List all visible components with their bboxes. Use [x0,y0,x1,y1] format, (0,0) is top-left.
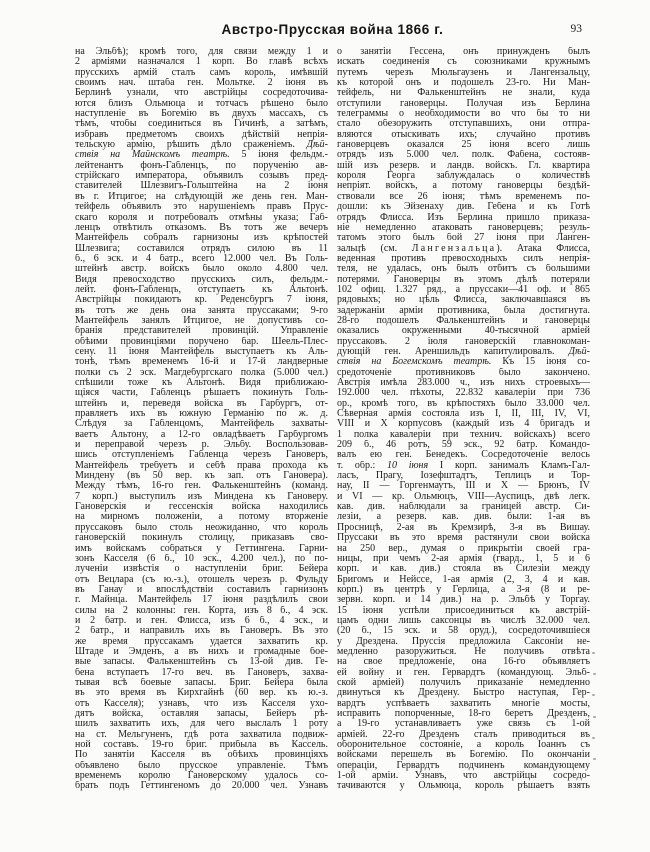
text-line: задержаніи арміи противника, была достигнута. [337,305,590,316]
text-line: оказались окруженными 40-тысячной арміей [337,326,590,337]
text-line: лученіи извѣстія о наступленіи бриг. Бейера [75,564,328,575]
text-line: искать соединенія съ союзниками кружнымъ [337,57,590,68]
text-line: 2 арміями назначался 1 корп. Во главѣ всѣхъ [75,57,328,68]
text-line: двинуться къ Дрездену. Быстро наступая, Гер- [337,688,590,699]
text-line: 15 іюня успѣли присоединиться къ австрій- [337,605,590,616]
text-line: дошли: къ Эйзенаху див. Гебена и къ Готѣ [337,202,590,213]
text-line: ніе немедленно атаковать гановерцевъ; резуль- [337,222,590,233]
text-line: Мантейфель собралъ гарнизоны изъ крѣпостей [75,233,328,244]
text-line: пруссаковъ. 2 іюля гановерскій главнокоман- [337,336,590,347]
text-line: отступили гановерцы. Получая изъ Берлина [337,98,590,109]
text-line: о занятіи Гессена, онъ принужденъ былъ [337,47,590,57]
text-line: наступленіе въ Богемію въ двухъ массахъ, съ [75,109,328,120]
text-body [75,47,590,792]
text-line: исправить попорченные, 18-го беретъ Дрезденъ, [337,709,590,719]
text-line: путемъ черезъ Мюльгаузенъ и Лангензальцу, [337,67,590,78]
text-line: и переправой черезъ р. Эльбу. Воспользовав- [75,440,328,451]
text-line: бранія представителей провинцій. Управленіе [75,326,328,337]
text-line: объявлено было прусское управленіе. Тѣмъ [75,760,328,771]
text-line: ей войну и ген. Гервардтъ (командующ. Эльб- [337,667,590,678]
scan-artifact [593,716,596,718]
text-line: 7 корп.) выступилъ изъ Миндена къ Гановеру. [75,491,328,502]
text-line: Сѣверная армія состояла изъ I, II, III, IV, VI, [337,409,590,420]
scan-artifact [592,694,595,696]
text-line: т. обр.: 10 іюня I корп. занималъ Кламъ-Гал- [337,460,590,471]
text-line: на Эльбѣ); кромѣ того, для связи между 1 и [75,47,328,57]
text-line: вые запасы. Фалькенштейнъ съ 13-ой див. Ге- [75,657,328,668]
text-line: Пруссаки въ это время растянули свои войска [337,533,590,544]
text-line: корп.) въ центрѣ у Герлица, а 3-я (8 и ре- [337,584,590,595]
text-line: вляются отыскивать ихъ; случайно противъ [337,129,590,140]
text-line: ор., кромѣ того, въ крѣпостяхъ было 33.000 чел. [337,398,590,409]
text-line: штейнѣ австр. войскъ было около 4.800 чел. [75,264,328,275]
text-line: ствія на Богемскомъ театрѣ. Къ 15 іюня со- [337,357,590,368]
text-line: лейтенантъ фонъ-Габленцъ, по порученію ав- [75,160,328,171]
text-line: ленцъ отвѣтилъ отказомъ. Въ тотъ же вечеръ [75,222,328,233]
text-line: ной составъ. 19-го бриг. прибыла въ Кассель. [75,740,328,751]
text-line: ласъ, Прагу, Іозефштадтъ, Теплицъ и Тор- [337,471,590,482]
text-line: потерями. Гановерцы въ этомъ дѣлѣ потеряли [337,274,590,285]
text-line: ницы, при чемъ 2-ая армія (гвард., 1, 5 и 6 [337,553,590,564]
text-line: спѣшили тоже къ Альтонѣ. Видя приближаю- [75,378,328,388]
text-line: тонѣ, тѣмъ временемъ 16-й и 17-й ландверные [75,357,328,368]
text-line: на ст. Мельгуненъ, гдѣ рота захватила подвиж- [75,729,328,740]
text-line: зервн. корп. и 14 див.) на р. Эльбѣ у Торгау. [337,595,590,606]
scan-artifact [592,652,595,654]
text-line: гановерцевъ оказался 25 іюня всего лишь [337,140,590,151]
text-line: рядовыхъ; но цѣль Флисса, заключавшаяся въ [337,295,590,306]
text-line: ствія на Майнскомъ театрѣ. 5 іюня фельдм.- [75,150,328,161]
text-line: арміей. 22-го Дрезденъ сталъ приводиться въ [337,729,590,740]
text-line: брать подъ Геттингеномъ до 20.000 чел. Узнавъ [75,781,328,792]
text-line: къ которой онъ и подошелъ 23-го. Ни Ман- [337,78,590,89]
text-line: скаго короля и потребовалъ отмѣны указа; Габ- [75,212,328,223]
text-line: Штаде и Эмденъ, а въ нихъ и громадные бое- [75,646,328,657]
text-line: дятъ войска, оставляя запасы, Бейеръ рѣ- [75,709,328,719]
running-title: Австро-Прусская война 1866 г. [221,22,444,37]
text-line: въ г. Итцигое; на слѣдующій же день ген. Ман- [75,191,328,202]
text-line: Видя превосходство прусскихъ силъ, фельдм.- [75,274,328,285]
page-header [75,22,590,40]
text-line: тѣмъ, чтобы соединиться въ Гичинѣ, а затѣмъ, [75,119,328,130]
text-line: теля, не удалась, онъ былъ отбитъ съ большими [337,264,590,275]
text-line: своимъ нач. штаба ген. Мольтке. 2 іюня въ [75,78,328,89]
text-line: тачиваются у Ольмюца, король рѣшаетъ взять [337,781,590,792]
text-line: въ это время въ Кирхгайнѣ (60 вер. къ ю.-з. [75,688,328,699]
text-line: татомъ этого былъ бой 27 іюня при Ланген- [337,233,590,244]
text-line: Австрійцы покидаютъ кр. Реденсбургъ 7 іюня, [75,295,328,306]
text-line: веденная противъ превосходныхъ силъ непрія- [337,253,590,264]
text-line: на мирномъ положеніи, а потому вторженіе [75,512,328,523]
text-line: штейнъ и, переведя войска въ Гарбургъ, от- [75,398,328,409]
text-line: въ Ганау и впослѣдствіи составилъ гарнизонъ [75,584,328,595]
text-line: (20 б., 15 эск. и 58 оруд.), сосредоточившіеся [337,626,590,637]
text-line: отъ Вецлара (съ ю.-з.), отошелъ черезъ р. Фульду [75,574,328,585]
text-line: пруссаковъ было столь неожиданно, что король [75,522,328,533]
text-line: Австрія имѣла 283.000 ч., изъ нихъ строевыхъ— [337,378,590,388]
text-line: гановерскій покинулъ столицу, приказавъ сво- [75,533,328,544]
text-line: на свое предложеніе, она 16-го объявляетъ [337,657,590,668]
text-line: Миндену (въ 50 вер. къ зап. отъ Гановера). [75,471,328,482]
text-line: 192.000 чел. пѣхоты, 22.832 кавалеріи при 736 [337,388,590,399]
text-line: телеграммы о необходимости во что бы то ни [337,109,590,120]
text-line: 102 офиц. 1.327 ряд., а пруссаки—41 оф. и 865 [337,284,590,295]
text-line: ются близъ Ольмюца и тотчасъ рѣшено было [75,98,328,109]
text-line: нау, II — Горгенмаутъ, III и X — Брюнъ, IV [337,481,590,492]
text-line: дующій ген. Ареншильдъ капитулировалъ. Дѣй- [337,346,590,357]
text-line: отъ Касселя); узнавъ, что изъ Касселя ухо- [75,698,328,709]
scan-artifact [592,737,595,739]
text-line: Берлинѣ узнали, что австрійцы сосредоточива- [75,88,328,99]
text-line: VIII и X корпусовъ (каждый изъ 4 бригадъ и [337,419,590,430]
text-line: шилъ захватить ихъ, для чего выслалъ 1 роту [75,719,328,730]
text-line: тывая всѣ боевые запасы. Бриг. Бейера была [75,677,328,688]
text-line: ской арміей) получилъ приказаніе немедленно [337,677,590,688]
text-line: Просницѣ, 2-ая въ Кремзирѣ, 3-я въ Вишау. [337,522,590,533]
text-line: непріят. войскъ, а потому гановерцы бездѣй- [337,181,590,192]
text-line: зальцѣ (см. Лангензальца). Атака Флисса, [337,243,590,254]
text-line: оборонительное состояніе, а король Іоаннъ съ [337,740,590,751]
text-line: обѣими провинціями поручено бар. Шеель-Плес- [75,336,328,347]
text-line: валъ ею ген. Бенедекъ. Сосредоточеніе велось [337,450,590,461]
text-line: отрядъ изъ 5.000 чел. полк. Фабена, состояв- [337,150,590,161]
text-line: прусскихъ армій сталъ самъ король, имѣвшій [75,67,328,78]
text-line: цамъ одни лишь саксонцы въ числѣ 32.000 чел. [337,615,590,626]
text-line: зонъ Касселя (6 б., 10 эск., 4.200 чел.), по по- [75,553,328,564]
text-line: сену. 11 іюня Мантейфель выступаетъ къ Аль- [75,346,328,357]
text-line: полки съ 2 эск. Магдебургскаго полка (5.000 чел.) [75,367,328,378]
text-line: лейт. фонъ-Габленцъ, отступаетъ къ Альтонѣ. [75,284,328,295]
text-line: Слѣдуя за Габленцомъ, Мантейфель захваты- [75,419,328,430]
text-line: бена вступаетъ 17-го веч. въ Гановеръ, захва- [75,667,328,678]
text-line: ствовали все 26 іюня; тѣмъ временемъ по- [337,191,590,202]
text-line: Шлезвига; составился отрядъ силою въ 11 [75,243,328,254]
text-line: шій изъ резерв. и ландв. войскъ. Гл. квартира [337,160,590,171]
scan-artifact [593,758,596,760]
text-line: тейфель объявилъ это нарушеніемъ правъ Прус- [75,202,328,213]
text-line: Мантейфель занялъ Итцигое, не допустивъ со- [75,315,328,326]
text-line: въ тотъ же день она занята пруссаками; 9-го [75,305,328,316]
text-line: же время пруссакамъ удается захватить кр. [75,636,328,647]
text-line: временемъ королю Гановерскому удалось со- [75,771,328,782]
text-line: медленно разоружиться. Не получивъ отвѣта [337,646,590,657]
text-line: стрійскаго императора, объявилъ созывъ пред- [75,171,328,182]
text-line: корп. и кав. див.) стояла въ Силезіи между [337,564,590,575]
page-number: 93 [570,23,582,35]
text-line: Бригомъ и Нейссе, 1-ая армія (2, 3, 4 и кав. [337,574,590,585]
text-line: 1-ой арміи. Узнавъ, что австрійцы сосредо- [337,771,590,782]
text-line: стало обезоружить отступавшихъ, они отпра- [337,119,590,130]
text-line: избравъ предметомъ своихъ дѣйствій непрія- [75,129,328,140]
text-line: кав. див. наблюдали за границей австр. Си- [337,502,590,513]
scan-artifact [593,673,596,675]
text-line: г. Майнца. Мантейфель 17 іюня раздѣлилъ свои [75,595,328,606]
text-line: силы на 2 колонны: ген. Корта, изъ 8 б., 4 эск. [75,605,328,616]
text-line: тельскую армію, рѣшить дѣло сраженіемъ. Дѣй- [75,140,328,151]
text-line: на 250 вер., думая о прикрытіи своей гра- [337,543,590,554]
text-line: войсками перешелъ въ Богемію. По окончаніи [337,750,590,761]
column-left [75,47,328,792]
text-line: Между тѣмъ, 16-го ген. Фалькенштейнъ (команд. [75,481,328,492]
text-line: короля Георга заблуждалась о количествѣ [337,171,590,182]
text-line: правляетъ ихъ въ южную Германію по ж. д. [75,409,328,420]
text-line: имъ войскамъ собраться у Геттингена. Гарни- [75,543,328,554]
text-line: ваетъ Альтону, а 12-го овладѣваетъ Гарбургомъ [75,429,328,440]
text-line: шись отступленіемъ Габленца черезъ Гановеръ, [75,450,328,461]
text-line: щіяся части, Габленцъ рѣшаетъ покинуть Голь- [75,388,328,399]
text-line: а 19-го устанавливаетъ уже связь съ 1-ой [337,719,590,730]
column-right [337,47,590,792]
text-line: ставителей Шлезвигъ-Гольштейна на 2 іюня [75,181,328,192]
text-line: средоточеніе противниковъ было закончено. [337,367,590,378]
text-line: 2 батр., и направилъ ихъ въ Гановеръ. Въ это [75,626,328,637]
text-line: и VI — кр. Ольмюцъ, VIII—Ауспицъ, двѣ легк. [337,491,590,502]
text-line: Мантейфель требуетъ и себѣ права прохода къ [75,460,328,471]
text-line: у Дрездена. Пруссія предложила Саксоніи не- [337,636,590,647]
text-line: Гановерскія и гессенскія войска находились [75,502,328,513]
text-line: и 2 батр. и ген. Флисса, изъ 6 б., 4 эск., и [75,615,328,626]
text-line: 209 б., 46 ротъ, 59 эск., 92 батр. Командо- [337,440,590,451]
text-line: По занятіи Касселя въ обѣихъ провинціяхъ [75,750,328,761]
text-line: тейфель, ни Фалькенштейнъ не знали, куда [337,88,590,99]
text-line: 1 полка кавалеріи при технич. войскахъ) всего [337,429,590,440]
text-line: отрядъ Флисса. Изъ Берлина пришло приказа- [337,212,590,223]
text-line: лезіи, а резерв. кав. див. были: 1-ая въ [337,512,590,523]
text-line: б., 6 эск. и 4 батр., всего 12.000 чел. Въ Голь- [75,253,328,264]
text-line: операціи, Гервардтъ подчиненъ командующему [337,760,590,771]
text-line: 28-го подошелъ Фалькенштейнъ и гановерцы [337,315,590,326]
text-line: вардтъ успѣваетъ захватить многіе мосты, [337,698,590,709]
